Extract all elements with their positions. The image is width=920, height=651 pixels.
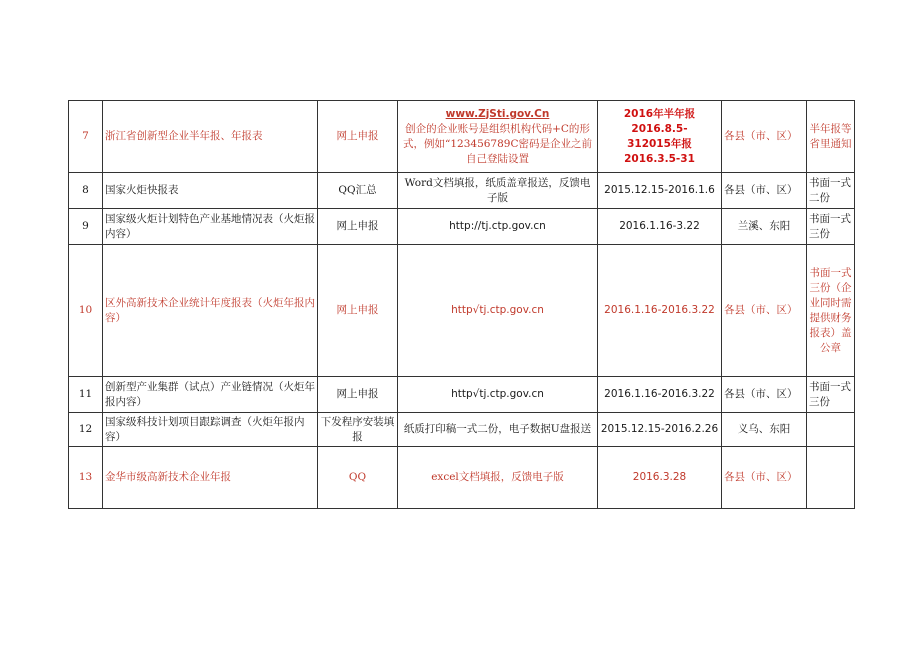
remark (807, 447, 855, 509)
report-name: 创新型产业集群（试点）产业链情况（火炬年报内容） (103, 377, 318, 413)
scope: 各县（市、区） (722, 377, 807, 413)
table-row (69, 101, 855, 173)
remark: 书面一式三份（企业同时需提供财务报表）盖公章 (807, 245, 855, 377)
row-number: 11 (69, 377, 103, 413)
table-row (69, 245, 855, 377)
time-line-2: 312015年报2016.3.5-31 (624, 137, 695, 165)
time: 2016.3.28 (598, 447, 722, 509)
detail-text: 创企的企业账号是组织机构代码+C的形式，例如“123456789C密码是企业之前自己登陆设置 (402, 122, 593, 165)
report-name: 国家级科技计划项目跟踪调查（火炬年报内容） (103, 413, 318, 447)
time: 2015.12.15-2016.2.26 (598, 413, 722, 447)
detail: excel文档填报，反馈电子版 (398, 447, 598, 509)
detail: 纸质打印稿一式二份，电子数据U盘报送 (398, 413, 598, 447)
detail: Word文档填报，纸质盖章报送，反馈电子版 (398, 173, 598, 209)
scope: 各县（市、区） (722, 245, 807, 377)
scope: 兰溪、东阳 (722, 209, 807, 245)
submit-method: QQ汇总 (318, 173, 398, 209)
remark: 书面一式三份 (807, 209, 855, 245)
row-number: 9 (69, 209, 103, 245)
time: 2015.12.15-2016.1.6 (598, 173, 722, 209)
row-number: 7 (69, 101, 103, 173)
submit-method: 网上申报 (318, 245, 398, 377)
detail-cell (398, 101, 598, 173)
scope: 义乌、东阳 (722, 413, 807, 447)
report-name: 浙江省创新型企业半年报、年报表 (103, 101, 318, 173)
report-name: 国家级火炬计划特色产业基地情况表（火炬报内容） (103, 209, 318, 245)
table-row (69, 377, 855, 413)
row-number: 10 (69, 245, 103, 377)
report-name: 国家火炬快报表 (103, 173, 318, 209)
row-number: 8 (69, 173, 103, 209)
submit-method: 网上申报 (318, 209, 398, 245)
remark: 书面一式二份 (807, 173, 855, 209)
time: 2016.1.16-2016.3.22 (598, 245, 722, 377)
time-cell (598, 101, 722, 173)
detail-link[interactable]: www.ZjSti.gov.Cn (445, 107, 550, 120)
detail-link[interactable]: http√tj.ctp.gov.cn (398, 245, 598, 377)
table-row (69, 173, 855, 209)
submit-method: QQ (318, 447, 398, 509)
detail-link[interactable]: http://tj.ctp.gov.cn (398, 209, 598, 245)
report-table (68, 100, 855, 509)
report-name: 区外高新技术企业统计年度报表（火炬年报内容） (103, 245, 318, 377)
table-row (69, 413, 855, 447)
remark: 半年报等省里通知 (807, 101, 855, 173)
table-row (69, 447, 855, 509)
time: 2016.1.16-3.22 (598, 209, 722, 245)
time-line-1: 2016年半年报2016.8.5- (623, 107, 696, 135)
time: 2016.1.16-2016.3.22 (598, 377, 722, 413)
submit-method: 下发程序安装填报 (318, 413, 398, 447)
report-name: 金华市级高新技术企业年报 (103, 447, 318, 509)
row-number: 12 (69, 413, 103, 447)
submit-method: 网上申报 (318, 377, 398, 413)
detail-link[interactable]: http√tj.ctp.gov.cn (398, 377, 598, 413)
row-number: 13 (69, 447, 103, 509)
remark: 书面一式三份 (807, 377, 855, 413)
remark (807, 413, 855, 447)
scope: 各县（市、区） (722, 101, 807, 173)
scope: 各县（市、区） (722, 447, 807, 509)
scope: 各县（市、区） (722, 173, 807, 209)
table-row (69, 209, 855, 245)
submit-method: 网上申报 (318, 101, 398, 173)
